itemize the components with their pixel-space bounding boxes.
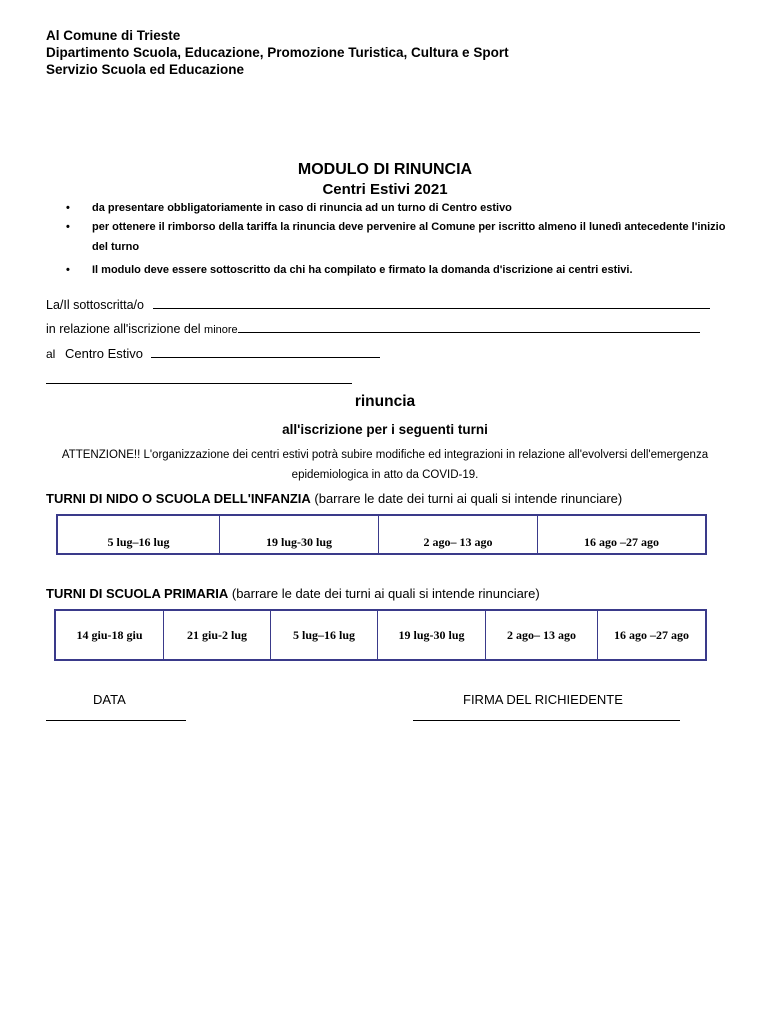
section-infanzia-title [46, 491, 622, 506]
note-text: da presentare obbligatoriamente in caso di rinuncia ad un turno di Centro estivo [92, 202, 512, 214]
section-primaria-bold: TURNI DI SCUOLA PRIMARIA [46, 586, 229, 601]
section-infanzia-bold: TURNI DI NIDO O SCUOLA DELL'INFANZIA [46, 491, 311, 506]
turn-cell[interactable]: 19 lug-30 lug [378, 610, 486, 660]
note-text: Il modulo deve essere sottoscritto da chi ha compilato e firmato la domanda d'iscrizione ai centri estivi. [92, 264, 633, 276]
note-item [62, 263, 742, 278]
form-title: MODULO DI RINUNCIA [297, 161, 473, 178]
bullet-icon: • [66, 221, 70, 233]
signature-field[interactable] [413, 719, 680, 721]
bullet-icon: • [66, 202, 70, 214]
turn-cell[interactable]: 14 giu-18 giu [55, 610, 164, 660]
recipient-header [46, 27, 509, 78]
turn-cell[interactable]: 2 ago– 13 ago [486, 610, 598, 660]
centro-label: Centro Estivo [64, 346, 144, 361]
sottoscritto-field[interactable] [153, 298, 710, 309]
note-item [62, 201, 742, 216]
centro-row [46, 346, 380, 361]
date-field[interactable] [46, 719, 186, 721]
turn-cell[interactable]: 19 lug-30 lug [220, 515, 379, 554]
minore-label: minore [204, 324, 238, 336]
note-item [62, 217, 742, 257]
attention-note: ATTENZIONE!! L'organizzazione dei centri estivi potrà subire modifiche ed integrazioni in relazione all'evolversi dell'emergenza epidemiologica in atto da COVID-19. [61, 449, 709, 481]
section-primaria-title [46, 586, 540, 601]
turn-cell[interactable]: 2 ago– 13 ago [379, 515, 538, 554]
sottoscritto-label: La/Il sottoscritta/o [46, 298, 144, 312]
notes-list [62, 201, 742, 278]
primaria-turns-table [54, 609, 707, 661]
infanzia-turns-table [56, 514, 707, 555]
date-label: DATA [93, 692, 126, 707]
turn-cell[interactable]: 21 giu-2 lug [164, 610, 271, 660]
minore-field[interactable] [238, 322, 700, 333]
sottoscritto-row [46, 298, 710, 312]
bullet-icon: • [66, 264, 70, 276]
form-subtitle: Centri Estivi 2021 [322, 181, 448, 198]
turn-cell[interactable]: 16 ago –27 ago [598, 610, 707, 660]
signature-label: FIRMA DEL RICHIEDENTE [463, 692, 623, 707]
turn-cell[interactable]: 5 lug–16 lug [271, 610, 378, 660]
centro-field[interactable] [151, 347, 380, 358]
relazione-label: in relazione all'iscrizione del [46, 322, 201, 336]
section-primaria-instruction: (barrare le date dei turni ai quali si intende rinunciare) [228, 586, 540, 601]
note-text: per ottenere il rimborso della tariffa la rinuncia deve pervenire al Comune per iscritto almeno il lunedì antecedente l'inizio del turno [92, 221, 726, 253]
header-line-3: Servizio Scuola ed Educazione [46, 62, 245, 77]
header-line-1: Al Comune di Trieste [46, 28, 181, 43]
centro-continuation-field[interactable] [46, 382, 352, 384]
turns-heading: all'iscrizione per i seguenti turni [282, 422, 488, 437]
rinuncia-heading: rinuncia [354, 393, 416, 410]
turn-cell[interactable]: 16 ago –27 ago [538, 515, 707, 554]
al-label: al [46, 347, 56, 361]
header-line-2: Dipartimento Scuola, Educazione, Promozione Turistica, Cultura e Sport [46, 45, 509, 60]
turn-cell[interactable]: 5 lug–16 lug [57, 515, 220, 554]
relazione-row [46, 322, 700, 336]
section-infanzia-instruction: (barrare le date dei turni ai quali si intende rinunciare) [310, 491, 623, 506]
